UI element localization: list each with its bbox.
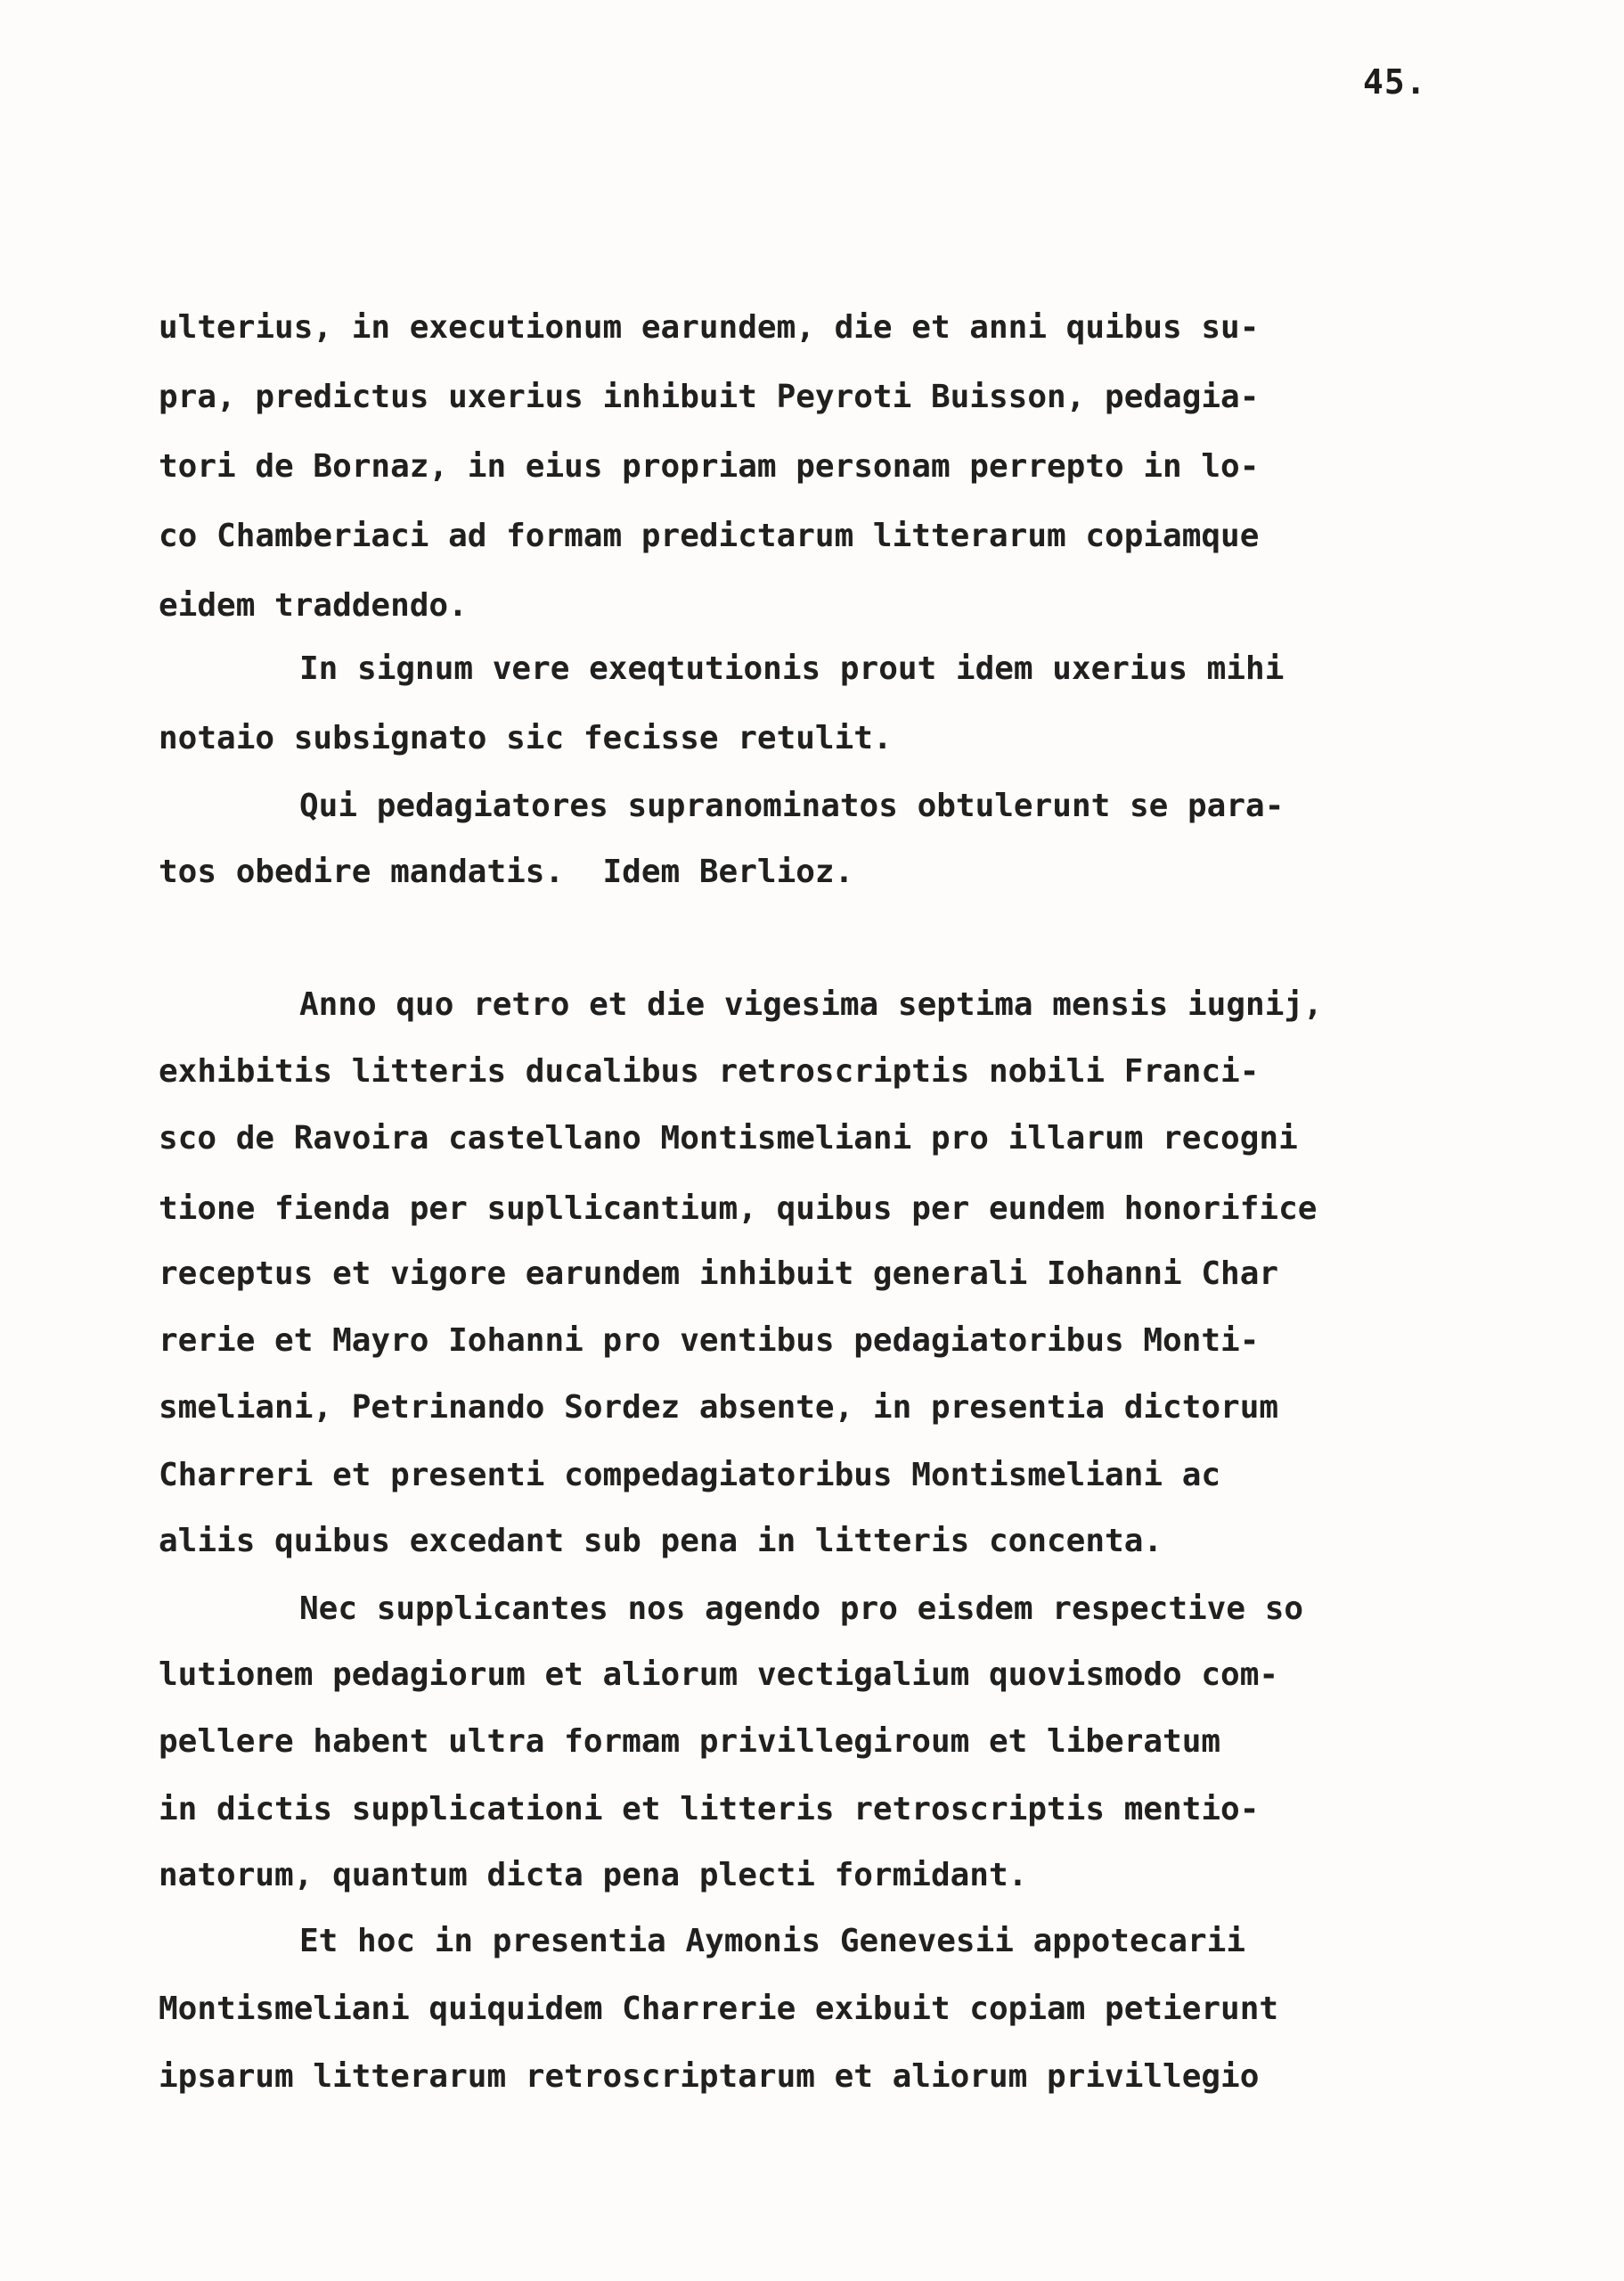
text-line: exhibitis litteris ducalibus retroscriptis nobili Franci- xyxy=(159,1053,1260,1090)
text-line: lutionem pedagiorum et aliorum vectigalium quovismodo com- xyxy=(159,1656,1279,1693)
text-line: Anno quo retro et die vigesima septima mensis iugnij, xyxy=(299,986,1323,1023)
text-line: receptus et vigore earundem inhibuit generali Iohanni Char xyxy=(159,1255,1279,1292)
text-line: pra, predictus uxerius inhibuit Peyroti Buisson, pedagia- xyxy=(159,379,1260,415)
page-number: 45. xyxy=(1363,62,1427,102)
text-line: tos obedire mandatis. Idem Berlioz. xyxy=(159,854,854,890)
text-line: aliis quibus excedant sub pena in litteris concenta. xyxy=(159,1523,1163,1559)
text-line: notaio subsignato sic fecisse retulit. xyxy=(159,720,893,756)
text-line: ipsarum litterarum retroscriptarum et aliorum privillegio xyxy=(159,2058,1260,2095)
text-line: rerie et Mayro Iohanni pro ventibus pedagiatoribus Monti- xyxy=(159,1322,1260,1359)
text-line: tione fienda per supllicantium, quibus per eundem honorifice xyxy=(159,1190,1318,1227)
text-line: smeliani, Petrinando Sordez absente, in presentia dictorum xyxy=(159,1389,1279,1426)
text-line: tori de Bornaz, in eius propriam personam perrepto in lo- xyxy=(159,448,1260,485)
text-line: co Chamberiaci ad formam predictarum litterarum copiamque xyxy=(159,518,1260,554)
text-line: sco de Ravoira castellano Montismeliani pro illarum recogni xyxy=(159,1120,1298,1157)
text-line: in dictis supplicationi et litteris retroscriptis mentio- xyxy=(159,1791,1260,1827)
text-line: eidem traddendo. xyxy=(159,587,468,624)
text-line: pellere habent ultra formam privillegiroum et liberatum xyxy=(159,1723,1221,1760)
text-line: In signum vere exeqtutionis prout idem uxerius mihi xyxy=(299,650,1285,687)
text-line: Charreri et presenti compedagiatoribus Montismeliani ac xyxy=(159,1457,1221,1493)
text-line: Montismeliani quiquidem Charrerie exibuit copiam petierunt xyxy=(159,1991,1279,2027)
text-line: Et hoc in presentia Aymonis Genevesii appotecarii xyxy=(299,1923,1246,1959)
text-line: ulterius, in executionum earundem, die et anni quibus su- xyxy=(159,309,1260,346)
text-line: Qui pedagiatores supranominatos obtulerunt se para- xyxy=(299,788,1285,824)
text-line: natorum, quantum dicta pena plecti formidant. xyxy=(159,1857,1028,1893)
text-line: Nec supplicantes nos agendo pro eisdem respective so xyxy=(299,1590,1304,1627)
